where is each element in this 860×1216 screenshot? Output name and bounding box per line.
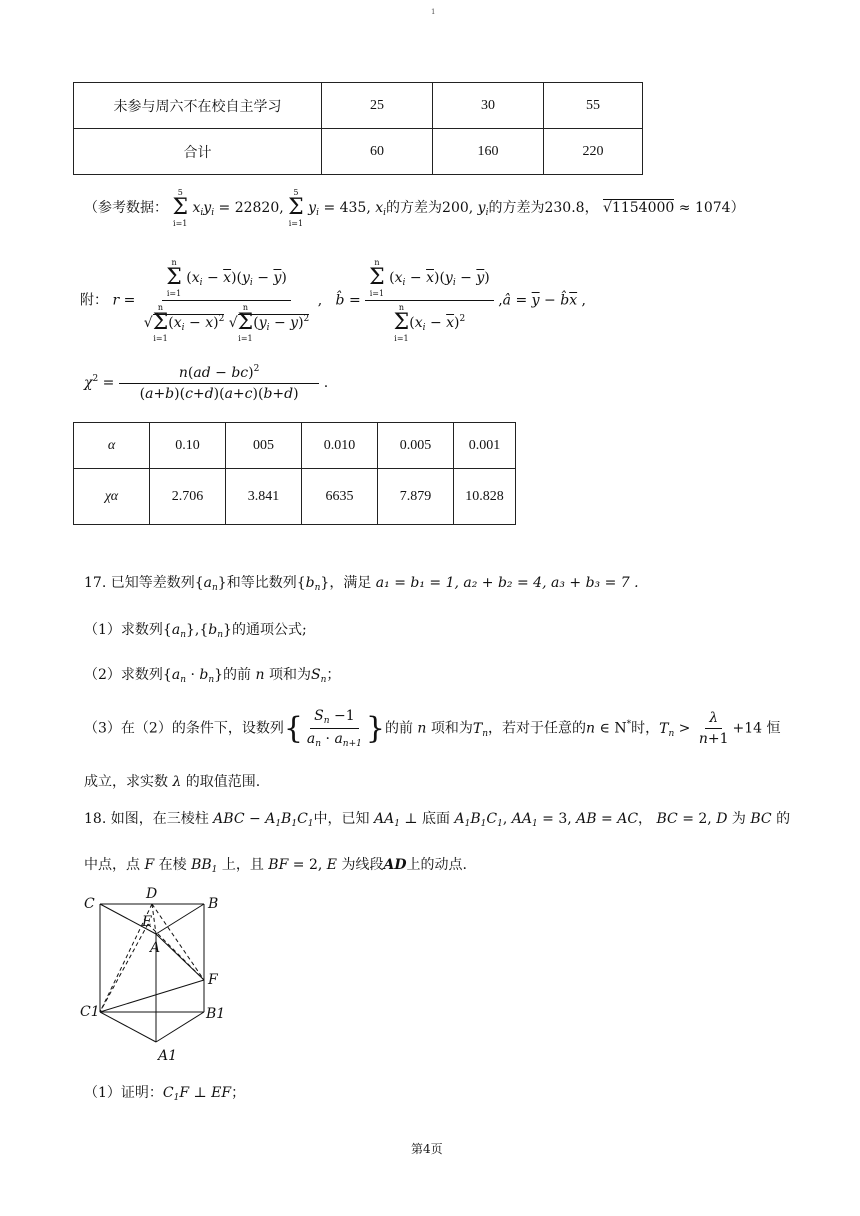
ref-mid: 的方差为 [386, 200, 443, 216]
table-cell: 0.10 [150, 423, 226, 469]
label-F: F [208, 972, 218, 988]
table-cell: 3.841 [226, 469, 302, 525]
ref-eq2: = 435, [323, 200, 371, 216]
sum-symbol: 5 Σ i=1 [172, 188, 189, 228]
label-A: A [150, 940, 161, 956]
contingency-table [73, 82, 643, 175]
table-row [74, 83, 643, 129]
table-row [74, 129, 643, 175]
q18-text: ， [638, 811, 653, 827]
page-mark: 1 [431, 8, 436, 16]
q18-text: ； [231, 1085, 246, 1101]
q17-part2: （2）求数列$\{a_n \cdot b_n\}$的前 n 项和为$S_n$； [84, 667, 341, 685]
table-cell: α [74, 423, 150, 469]
label-E: E [142, 914, 153, 930]
q17-part3: （3）在（2）的条件下，设数列{ $\frac{S_n -1}{a_n \cdot a_{n+1}}$ }的前 n 项和为$T_n$，若对于任意的n ∈ N*时，$T_n$ > $\frac{\lambda}{n+1}$ +14 恒 [84, 708, 781, 749]
appendix-formulas: 附： r = n Σ i=1 $(x_i - \overline{x})(y_i - \overline{y})$ √ n Σ i=1 $(x_i - \overline{x})^2$ √ n Σ i=1 $(y_i - \overline{y})^2$ , b̂ = n Σ i=1 $(x_i - \overline{x})(y_i - \overline{y})$ n Σ i=1 $(x_i - \overline{x})^2$ ,â = $\overline{y}$ − $b̂\overline{x}$ , [80, 258, 587, 343]
b-formula: n Σ i=1 $(x_i - \overline{x})(y_i - \overline{y})$ n Σ i=1 $(x_i - \overline{x})^2$ [365, 258, 494, 343]
q17-stem: 17. 已知等差数列$\{a_n\}$和等比数列$\{b_n\}$，满足 a₁ = b₁ = 1, a₂ + b₂ = 4, a₃ + b₃ = 7 . [84, 575, 639, 593]
r-formula: n Σ i=1 $(x_i - \overline{x})(y_i - \overline{y})$ √ n Σ i=1 $(x_i - \overline{x})^2$ √ n Σ i=1 $(y_i - \overline{y})^2$ [143, 258, 310, 343]
prism-figure [76, 884, 236, 1064]
table-cell: χα [74, 469, 150, 525]
ref-approx: ≈ 1074 [678, 200, 731, 216]
chi-square-formula: $\chi^2$ = $\frac{n(ad - bc)^2}{(a+b)(c+d)(a+c)(b+d)}$ . [84, 364, 329, 402]
q18-text: 为 [731, 811, 746, 827]
label-C: C [84, 896, 95, 912]
label-C1: C1 [80, 1004, 100, 1020]
table-cell: 220 [544, 129, 643, 175]
table-cell: 0.005 [378, 423, 454, 469]
chi-square-table [73, 422, 516, 525]
q17-condition: a₁ = b₁ = 1, a₂ + b₂ = 4, a₃ + b₃ = 7 . [375, 575, 639, 591]
q17-text: ，满足 [329, 575, 372, 591]
q17-text: （3）在（2）的条件下，设数列 [84, 720, 284, 737]
q18-text: 18. 如图，在三棱柱 [84, 811, 209, 827]
q18-text: 在棱 [158, 857, 187, 873]
q17-text: 项和为 [268, 667, 311, 683]
page-footer: 第4页 [411, 1142, 443, 1156]
q18-text: 的 [776, 811, 791, 827]
table-row [74, 469, 516, 525]
table-cell: 55 [544, 83, 643, 129]
q17-text: （2）求数列 [84, 667, 163, 683]
q18-text: （1）证明： [84, 1085, 163, 1101]
q17-text: 时， [631, 720, 660, 737]
q17-text: ，若对于任意的 [488, 720, 587, 737]
sum-symbol: 5 Σ i=1 [288, 188, 304, 228]
ref-mid2: 的方差为 [488, 200, 545, 216]
q18-text: 中，已知 [313, 811, 370, 827]
table-cell: 0.010 [302, 423, 378, 469]
table-cell: 10.828 [454, 469, 516, 525]
table-cell: 160 [433, 129, 544, 175]
q17-part3-cont: 成立，求实数 λ 的取值范围. [84, 774, 261, 790]
table-cell: 7.879 [378, 469, 454, 525]
q17-text: +14 恒 [732, 720, 781, 737]
label-B1: B1 [206, 1006, 226, 1022]
q18-stem: 18. 如图，在三棱柱 ABC − $A_1B_1C_1$中，已知 $AA_1$ ⊥ 底面 $A_1B_1C_1$, $AA_1 = 3$, AB = AC， BC = 2, D 为 BC 的 [84, 811, 791, 829]
table-cell: 25 [322, 83, 433, 129]
q17-text: 17. 已知等差数列 [84, 575, 195, 591]
q18-text: 上，且 [221, 857, 264, 873]
table-cell: 6635 [302, 469, 378, 525]
q18-text: 为线段 [341, 857, 384, 873]
ref-eq1: = 22820, [218, 200, 284, 216]
table-cell: 2.706 [150, 469, 226, 525]
label-B: B [208, 896, 219, 912]
appendix-label: 附： [80, 292, 108, 309]
table-cell: 60 [322, 129, 433, 175]
q18-text: 中点，点 [84, 857, 140, 873]
q18-text: 上的动点. [406, 857, 467, 873]
table-cell: 未参与周六不在校自主学习 [74, 83, 322, 129]
q17-part1: （1）求数列$\{a_n\},\{b_n\}$的通项公式; [84, 622, 307, 640]
reference-data: （参考数据： 5 Σ i=1 $x_iy_i = 22820$, 5 Σ i=1 $y_i = 435$, $x_i$的方差为200, $y_i$的方差为230.8， √1154000 ≈ 1074） [84, 188, 745, 228]
ref-suffix: ） [730, 200, 745, 216]
table-cell: 合计 [74, 129, 322, 175]
q18-text: 底面 [422, 811, 451, 827]
ref-prefix: （参考数据： [84, 200, 168, 216]
q17-text: （1）求数列 [84, 622, 163, 638]
table-cell: 0.001 [454, 423, 516, 469]
q17-text: 的前 [384, 720, 413, 737]
q17-text: 的取值范围. [185, 774, 261, 790]
ref-v2: 230.8， [544, 200, 599, 216]
table-cell: 30 [433, 83, 544, 129]
table-row [74, 423, 516, 469]
q17-text: 成立，求实数 [84, 774, 168, 790]
ref-sqrt: 1154000 [611, 200, 675, 216]
q17-text: 的前 [223, 667, 252, 683]
q18-part1: （1）证明：$C_1F$ ⊥ EF； [84, 1085, 246, 1103]
q18-stem-cont: 中点，点 F 在棱 $BB_1$ 上，且 BF = 2, E 为线段AD上的动点. [84, 857, 467, 875]
ref-v1: 200, [442, 200, 474, 216]
q17-text: 的通项公式; [231, 622, 307, 638]
label-A1: A1 [158, 1048, 178, 1064]
table-cell: 005 [226, 423, 302, 469]
label-D: D [146, 886, 158, 902]
q17-text: 项和为 [430, 720, 473, 737]
q17-text: 和等比数列 [226, 575, 297, 591]
